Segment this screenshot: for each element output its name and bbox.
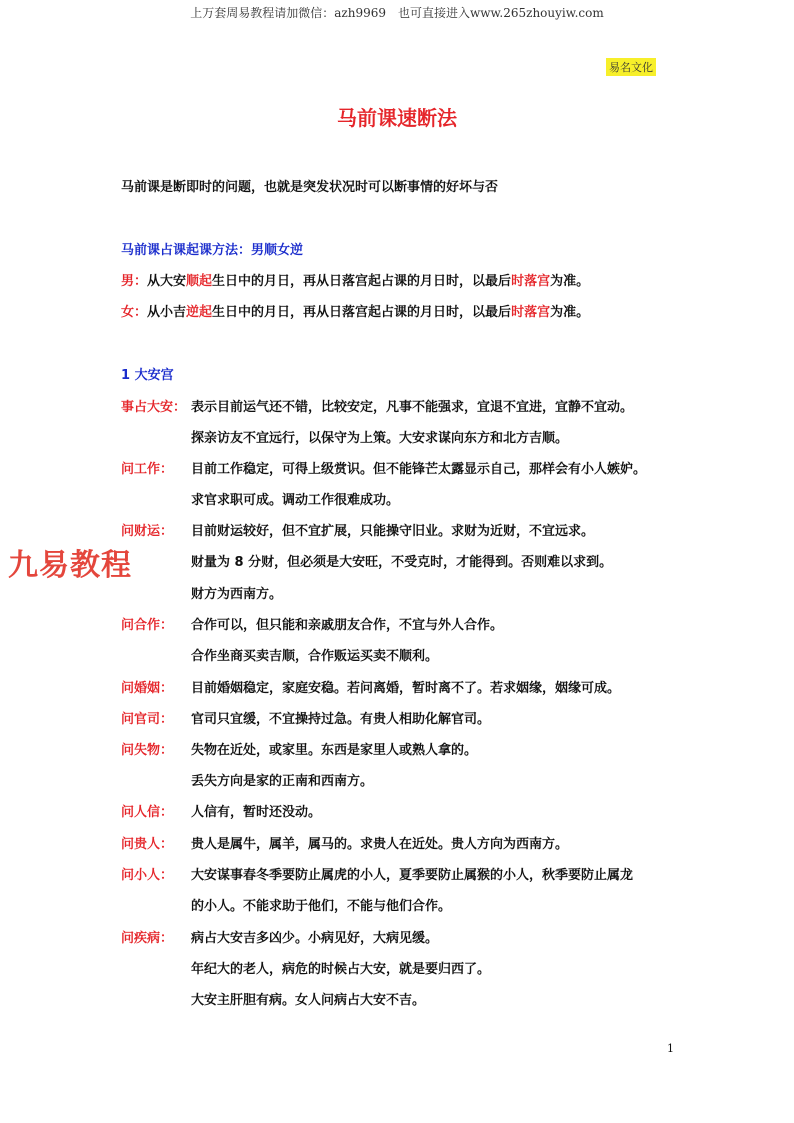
method-male-line [121,270,589,289]
entry-line: 探亲访友不宜远行，以保守为上策。大安求谋向东方和北方吉顺。 [191,431,569,446]
entry-line: 财量为 8 分财，但必须是大安旺，不受克时，才能得到。否则难以求到。 [191,555,613,570]
entry-line: 目前婚姻稳定，家庭安稳。若问离婚，暂时离不了。若求姻缘，姻缘可成。 [191,681,621,696]
entry-label: 问小人： [121,868,174,883]
male-text-3: 为准。 [550,274,590,289]
entry-line: 目前财运较好，但不宜扩展，只能操守旧业。求财为近财，不宜远求。 [191,524,595,539]
entry-line: 合作坐商买卖吉顺，合作贩运买卖不顺利。 [191,649,439,664]
section-heading: 1 大安宫 [121,368,174,383]
page-number: 1 [667,1042,674,1055]
entry-label: 问贵人： [121,837,174,852]
entry-line: 大安主肝胆有病。女人问病占大安不吉。 [191,993,426,1008]
intro-paragraph: 马前课是断即时的问题，也就是突发状况时可以断事情的好坏与否 [121,180,499,195]
entry-label: 问官司： [121,712,174,727]
female-text-1: 从小吉 [147,305,187,320]
entry-label: 问财运： [121,524,174,539]
entry-line: 病占大安吉多凶少。小病见好，大病见缓。 [191,931,439,946]
entry-line: 人信有，暂时还没动。 [191,805,322,820]
female-highlight-1: 逆起 [186,305,213,320]
entry-label: 事占大安： [121,400,187,415]
method-female-line [121,301,589,320]
entry-label: 问失物： [121,743,174,758]
entry-label: 问工作： [121,462,174,477]
entry-line: 表示目前运气还不错，比较安定，凡事不能强求，宜退不宜进，宜静不宜动。 [191,400,634,415]
entry-line: 合作可以，但只能和亲戚朋友合作，不宜与外人合作。 [191,618,504,633]
female-highlight-2: 时落宫 [511,305,551,320]
male-highlight-1: 顺起 [186,274,213,289]
entry-line: 贵人是属牛，属羊，属马的。求贵人在近处。贵人方向为西南方。 [191,837,569,852]
male-label: 男： [121,274,148,289]
brand-tag: 易名文化 [606,58,656,76]
entry-label: 问婚姻： [121,681,174,696]
entry-line: 丢失方向是家的正南和西南方。 [191,774,374,789]
male-text-1: 从大安 [147,274,187,289]
entry-line: 财方为西南方。 [191,587,283,602]
method-heading: 马前课占课起课方法：男顺女逆 [121,243,304,258]
header-notice: 上万套周易教程请加微信：azh9969 也可直接进入www.265zhouyiw.com [190,6,604,20]
entry-label: 问疾病： [121,931,174,946]
entry-line: 官司只宜缓，不宜操持过急。有贵人相助化解官司。 [191,712,491,727]
entry-line: 年纪大的老人，病危的时候占大安，就是要归西了。 [191,962,491,977]
page-title: 马前课速断法 [337,106,457,130]
male-text-2: 生日中的月日，再从日落宫起占课的月日时，以最后 [212,274,512,289]
entry-line: 失物在近处，或家里。东西是家里人或熟人拿的。 [191,743,478,758]
female-text-2: 生日中的月日，再从日落宫起占课的月日时，以最后 [212,305,512,320]
female-text-3: 为准。 [550,305,590,320]
entry-label: 问合作： [121,618,174,633]
watermark: 九易教程 [8,548,132,583]
entry-label: 问人信： [121,805,174,820]
entry-line: 求官求职可成。调动工作很难成功。 [191,493,400,508]
female-label: 女： [121,305,148,320]
entry-line: 大安谋事春冬季要防止属虎的小人，夏季要防止属猴的小人，秋季要防止属龙 [191,868,634,883]
entry-line: 目前工作稳定，可得上级赏识。但不能锋芒太露显示自己，那样会有小人嫉妒。 [191,462,647,477]
male-highlight-2: 时落宫 [511,274,551,289]
entry-line: 的小人。不能求助于他们，不能与他们合作。 [191,899,452,914]
